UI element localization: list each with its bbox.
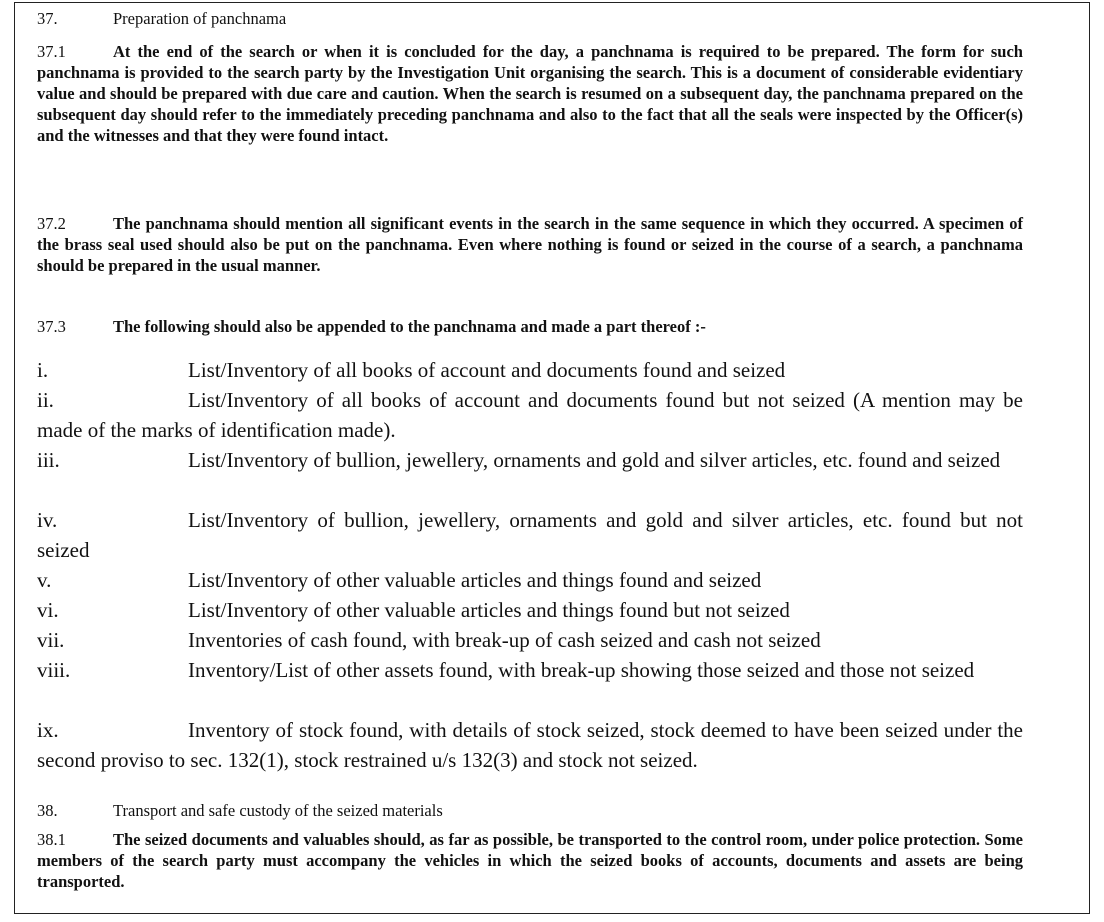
paragraph-text: The seized documents and valuables should, as far as possible, be transported to the control room, under police protection. Some members of the search party must accompany the vehicles in which the seized books of accounts, documents and assets are being transported. xyxy=(37,830,1023,891)
paragraph-number: 37.2 xyxy=(37,214,66,233)
list-item-number: vii. xyxy=(37,628,65,652)
section-number: 37. xyxy=(37,9,58,28)
list-item-number: iv. xyxy=(37,508,58,532)
section-38-heading xyxy=(37,801,443,821)
section-number: 38. xyxy=(37,801,58,820)
paragraph-37-2 xyxy=(37,213,1023,276)
list-item-text: Inventories of cash found, with break-up of cash seized and cash not seized xyxy=(188,628,821,652)
list-item xyxy=(37,565,1023,595)
paragraph-37-3 xyxy=(37,316,1023,337)
paragraph-number: 37.3 xyxy=(37,317,66,336)
list-item xyxy=(37,715,1023,775)
list-item-text: Inventory/List of other assets found, with break-up showing those seized and those not seized xyxy=(188,658,975,682)
list-item-text: List/Inventory of all books of account and documents found but not seized (A mention may be made of the marks of identification made). xyxy=(37,388,1023,442)
list-item xyxy=(37,655,1023,685)
paragraph-text: At the end of the search or when it is concluded for the day, a panchnama is required to be prepared. The form for such panchnama is provided to the search party by the Investigation Unit organising the search. This is a document of considerable evidentiary value and should be prepared with due care and caution. When the search is resumed on a subsequent day, the panchnama prepared on the subsequent day should refer to the immediately preceding panchnama and also to the fact that all the seals were inspected by the Officer(s) and the witnesses and that they were found intact. xyxy=(37,42,1023,145)
document-page xyxy=(14,2,1090,914)
list-item xyxy=(37,445,1023,475)
list-item-number: i. xyxy=(37,358,49,382)
list-item-number: vi. xyxy=(37,598,59,622)
paragraph-text: The panchnama should mention all significant events in the search in the same sequence in which they occurred. A specimen of the brass seal used should also be put on the panchnama. Even where nothing is found or seized in the course of a search, a panchnama should be prepared in the usual manner. xyxy=(37,214,1023,275)
list-item-text: List/Inventory of all books of account and documents found and seized xyxy=(188,358,786,382)
list-item-number: iii. xyxy=(37,448,60,472)
section-37-heading xyxy=(37,9,286,29)
paragraph-38-1 xyxy=(37,829,1023,892)
list-item xyxy=(37,505,1023,565)
list-item-text: Inventory of stock found, with details of stock seized, stock deemed to have been seized under the second proviso to sec. 132(1), stock restrained u/s 132(3) and stock not seized. xyxy=(37,718,1023,772)
list-item-number: viii. xyxy=(37,658,71,682)
paragraph-number: 38.1 xyxy=(37,830,66,849)
list-item-text: List/Inventory of bullion, jewellery, ornaments and gold and silver articles, etc. found and seized xyxy=(188,448,1001,472)
list-item xyxy=(37,385,1023,445)
list-item xyxy=(37,355,1023,385)
section-title: Preparation of panchnama xyxy=(113,9,287,28)
paragraph-number: 37.1 xyxy=(37,42,66,61)
list-item xyxy=(37,595,1023,625)
paragraph-text: The following should also be appended to the panchnama and made a part thereof :- xyxy=(113,317,706,336)
list-item-text: List/Inventory of bullion, jewellery, ornaments and gold and silver articles, etc. found but not seized xyxy=(37,508,1023,562)
list-item xyxy=(37,625,1023,655)
list-item-text: List/Inventory of other valuable articles and things found but not seized xyxy=(188,598,790,622)
list-item-number: ix. xyxy=(37,718,59,742)
list-item-text: List/Inventory of other valuable articles and things found and seized xyxy=(188,568,762,592)
paragraph-37-1 xyxy=(37,41,1023,146)
list-item-number: ii. xyxy=(37,388,54,412)
list-item-number: v. xyxy=(37,568,52,592)
section-title: Transport and safe custody of the seized materials xyxy=(113,801,443,820)
